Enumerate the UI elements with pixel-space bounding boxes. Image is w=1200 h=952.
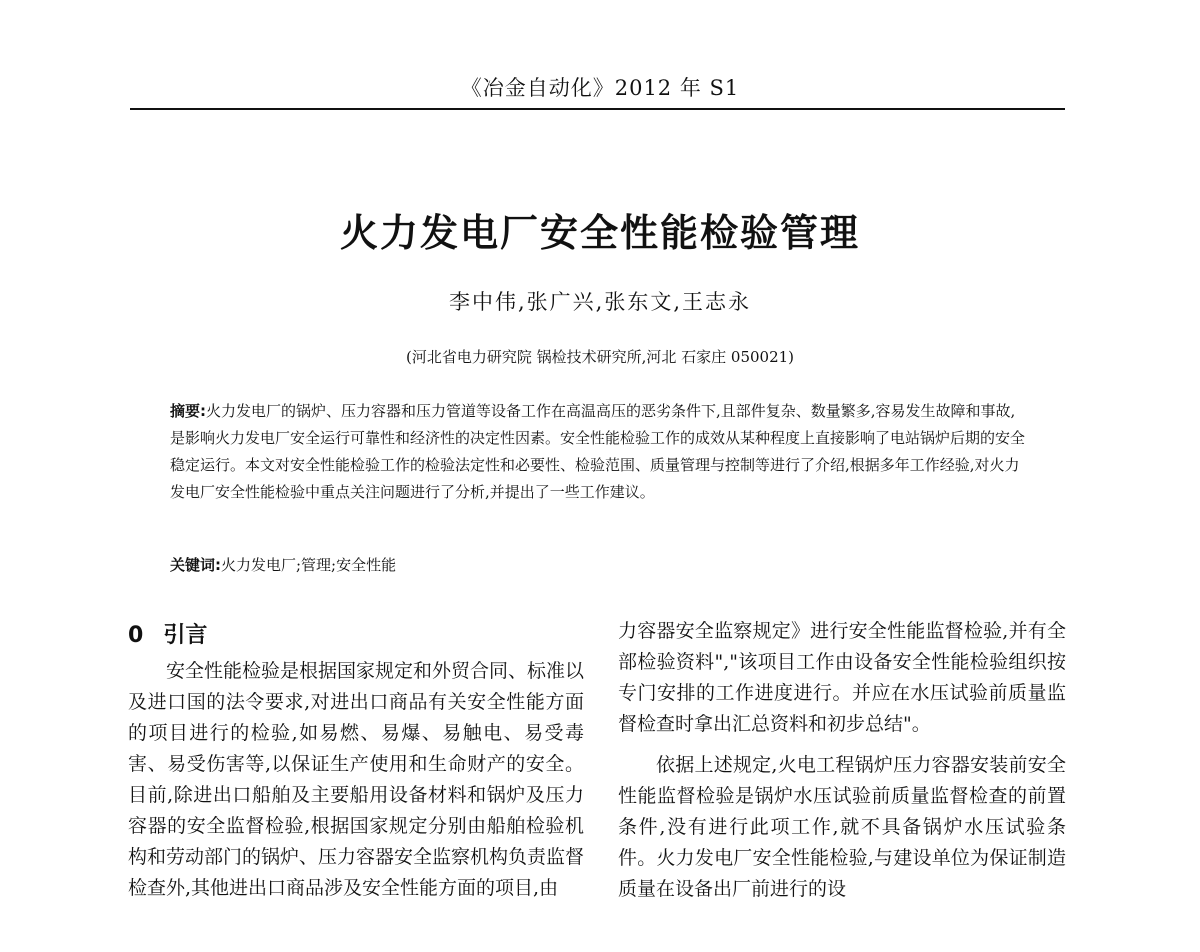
- article-title: 火力发电厂安全性能检验管理: [339, 211, 860, 255]
- abstract: [170, 398, 1030, 506]
- header-rule: [130, 108, 1065, 110]
- journal-header: 《冶金自动化》2012 年 S1: [460, 76, 740, 100]
- right-column: [618, 616, 1066, 905]
- keywords: [170, 554, 1030, 575]
- keywords-text: 火力发电厂;管理;安全性能: [221, 556, 397, 574]
- section-title: 引言: [163, 623, 208, 648]
- intro-paragraph: 安全性能检验是根据国家规定和外贸合同、标准以及进口国的法令要求,对进出口商品有关安全性能方面的项目进行的检验,如易燃、易爆、易触电、易受毒害、易受伤害等,以保证生产使用和生命财产的安全。目前,除进出口船舶及主要船用设备材料和锅炉及压力容器的安全监督检验,根据国家规定分别由船舶检验机构和劳动部门的锅炉、压力容器安全监察机构负责监督检查外,其他进出口商品涉及安全性能方面的项目,由: [128, 660, 585, 899]
- section-number: 0: [128, 623, 144, 648]
- abstract-text: 火力发电厂的锅炉、压力容器和压力管道等设备工作在高温高压的恶劣条件下,且部件复杂、数量繁多,容易发生故障和事故,是影响火力发电厂安全运行可靠性和经济性的决定性因素。安全性能检验工作的成效从某种程度上直接影响了电站锅炉后期的安全稳定运行。本文对安全性能检验工作的检验法定性和必要性、检验范围、质量管理与控制等进行了介绍,根据多年工作经验,对火力发电厂安全性能检验中重点关注问题进行了分析,并提出了一些工作建议。: [170, 402, 1026, 501]
- keywords-label: 关键词:: [170, 556, 221, 574]
- abstract-label: 摘要:: [170, 402, 206, 420]
- section-heading: [128, 620, 584, 652]
- right-paragraph-continued: 力容器安全监察规定》进行安全性能监督检验,并有全部检验资料","该项目工作由设备安全性能检验组织按专门安排的工作进度进行。并应在水压试验前质量监督检查时拿出汇总资料和初步总结"。: [618, 620, 1066, 735]
- article-authors: 李中伟,张广兴,张东文,王志永: [448, 290, 752, 314]
- left-column: [128, 620, 584, 904]
- right-paragraph: 依据上述规定,火电工程锅炉压力容器安装前安全性能监督检验是锅炉水压试验前质量监督检查的前置条件,没有进行此项工作,就不具备锅炉水压试验条件。火力发电厂安全性能检验,与建设单位为保证制造质量在设备出厂前进行的设: [618, 754, 1066, 900]
- article-affiliation: (河北省电力研究院 锅检技术研究所,河北 石家庄 050021): [405, 348, 795, 366]
